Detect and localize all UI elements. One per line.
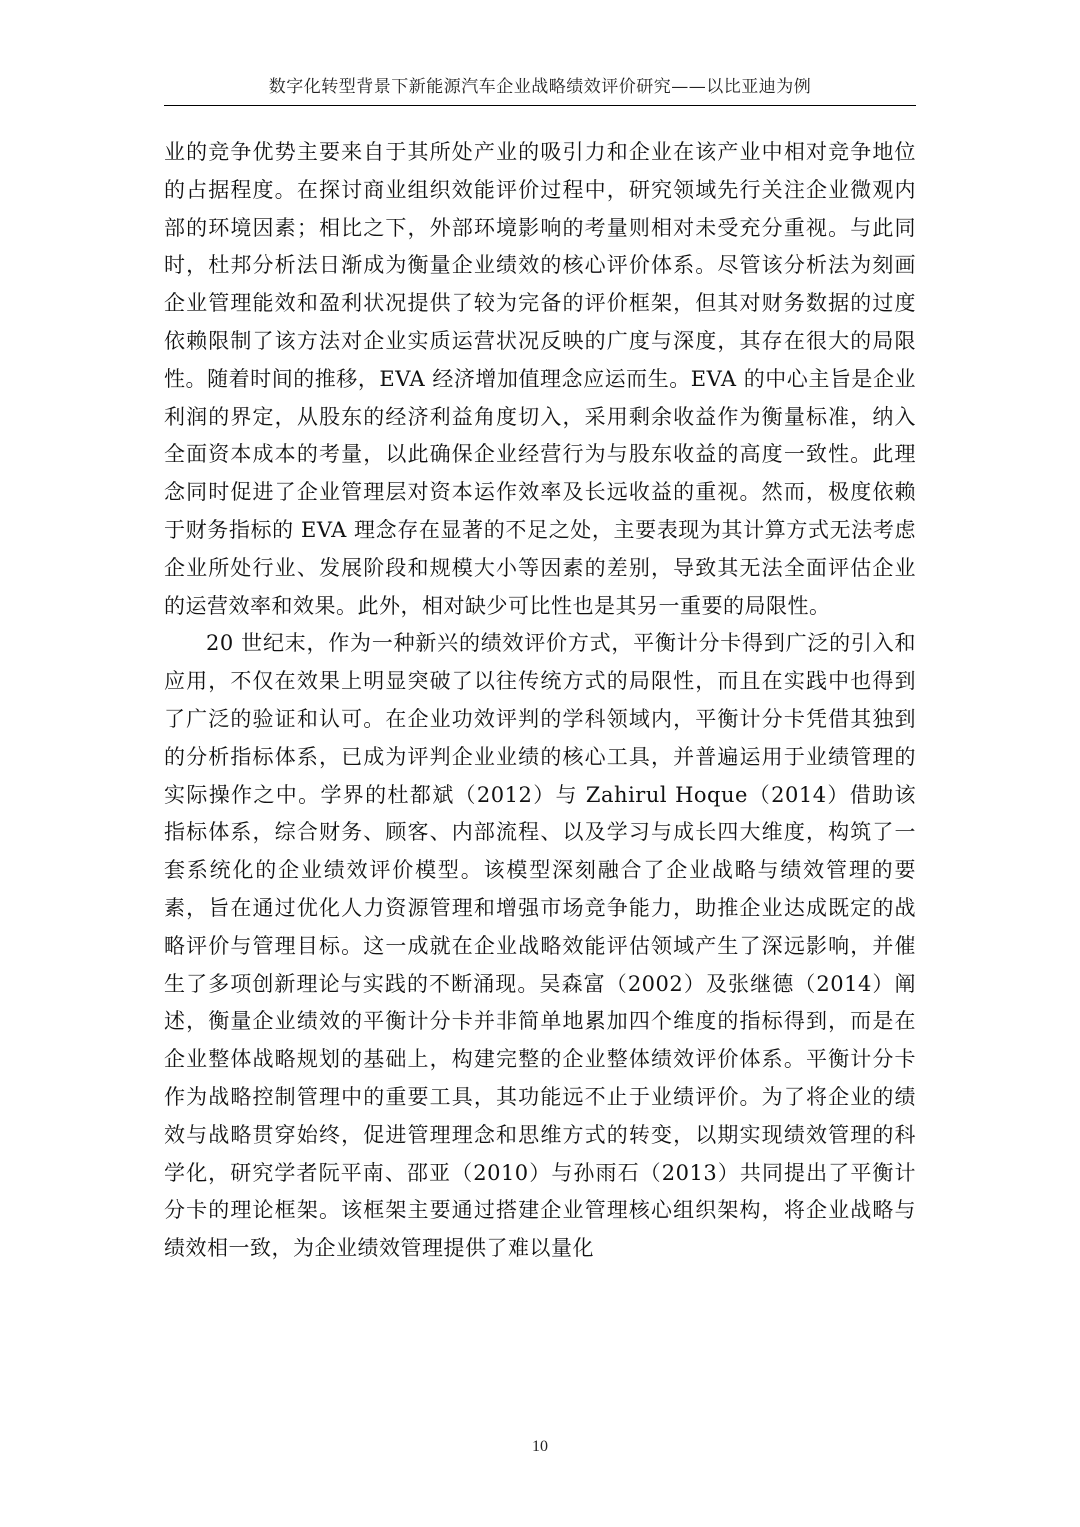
body-text — [164, 134, 916, 1268]
page-number: 10 — [532, 1438, 548, 1455]
paragraph-balanced-scorecard: 20 世纪末，作为一种新兴的绩效评价方式，平衡计分卡得到广泛的引入和应用，不仅在效果上明显突破了以往传统方式的局限性，而且在实践中也得到了广泛的验证和认可。在企业功效评判的学科领域内，平衡计分卡凭借其独到的分析指标体系，已成为评判企业业绩的核心工具，并普遍运用于业绩管理的实际操作之中。学界的杜都斌（2012）与 Zahirul Hoque（2014）借助该指标体系，综合财务、顾客、内部流程、以及学习与成长四大维度，构筑了一套系统化的企业绩效评价模型。该模型深刻融合了企业战略与绩效管理的要素，旨在通过优化人力资源管理和增强市场竞争能力，助推企业达成既定的战略评价与管理目标。这一成就在企业战略效能评估领域产生了深远影响，并催生了多项创新理论与实践的不断涌现。吴森富（2002）及张继德（2014）阐述，衡量企业绩效的平衡计分卡并非简单地累加四个维度的指标得到，而是在企业整体战略规划的基础上，构建完整的企业整体绩效评价体系。平衡计分卡作为战略控制管理中的重要工具，其功能远不止于业绩评价。为了将企业的绩效与战略贯穿始终，促进管理理念和思维方式的转变，以期实现绩效管理的科学化，研究学者阮平南、邵亚（2010）与孙雨石（2013）共同提出了平衡计分卡的理论框架。该框架主要通过搭建企业管理核心组织架构，将企业战略与绩效相一致，为企业绩效管理提供了难以量化 — [164, 631, 916, 1261]
header-divider — [164, 105, 916, 106]
paragraph-continued: 业的竞争优势主要来自于其所处产业的吸引力和企业在该产业中相对竞争地位的占据程度。在探讨商业组织效能评价过程中，研究领域先行关注企业微观内部的环境因素；相比之下，外部环境影响的考量则相对未受充分重视。与此同时，杜邦分析法日渐成为衡量企业绩效的核心评价体系。尽管该分析法为刻画企业管理能效和盈利状况提供了较为完备的评价框架，但其对财务数据的过度依赖限制了该方法对企业实质运营状况反映的广度与深度，其存在很大的局限性。随着时间的推移，EVA 经济增加值理念应运而生。EVA 的中心主旨是企业利润的界定，从股东的经济利益角度切入，采用剩余收益作为衡量标准，纳入全面资本成本的考量，以此确保企业经营行为与股东收益的高度一致性。此理念同时促进了企业管理层对资本运作效率及长远收益的重视。然而，极度依赖于财务指标的 EVA 理念存在显著的不足之处，主要表现为其计算方式无法考虑企业所处行业、发展阶段和规模大小等因素的差别，导致其无法全面评估企业的运营效率和效果。此外，相对缺少可比性也是其另一重要的局限性。 — [164, 140, 916, 618]
running-header: 数字化转型背景下新能源汽车企业战略绩效评价研究——以比亚迪为例 — [268, 77, 812, 97]
